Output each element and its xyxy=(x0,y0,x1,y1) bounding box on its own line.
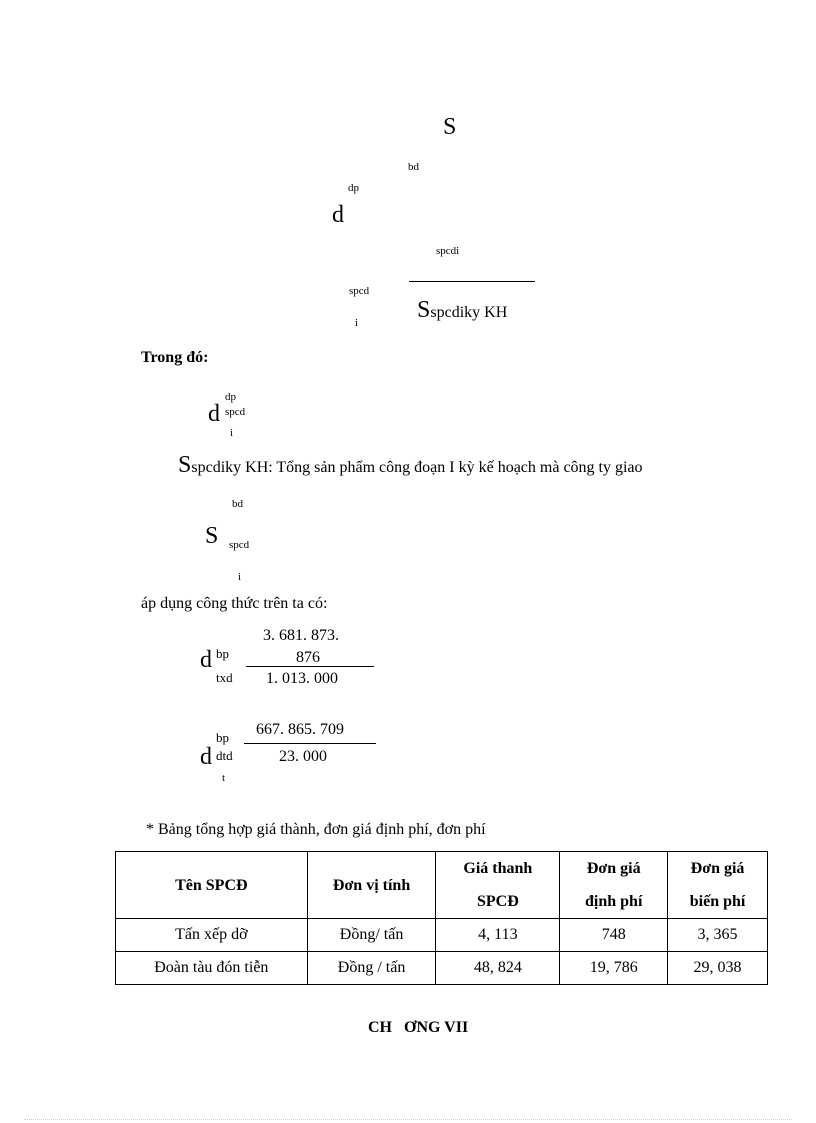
where-item2-sub: spcdiky KH xyxy=(191,459,269,476)
where-item3-sup: bd xyxy=(232,498,243,510)
calc1-symbol: d xyxy=(200,647,212,673)
where-item3-subsub: i xyxy=(238,571,242,583)
table-caption: * Bảng tổng hợp giá thành, đơn giá định phí, đơn phí xyxy=(146,821,486,838)
d-subscript: spcd xyxy=(349,285,370,297)
where-item3-sub: spcd xyxy=(229,539,250,551)
table-cell: 4, 113 xyxy=(436,919,560,952)
page-divider xyxy=(24,1119,792,1120)
table-cell: 48, 824 xyxy=(436,952,560,985)
where-item-2 xyxy=(178,453,643,477)
where-item3-symbol: S xyxy=(205,523,219,549)
where-item1-symbol: d xyxy=(208,401,220,427)
fraction-bar xyxy=(409,281,535,282)
calc1-denominator: 1. 013. 000 xyxy=(266,670,338,687)
table-cell: 3, 365 xyxy=(668,919,768,952)
header-variable-price: Đơn giá biến phí xyxy=(668,852,768,919)
calc2-fraction-bar xyxy=(244,743,376,744)
table-cell: Đoàn tàu đón tiễn xyxy=(116,952,308,985)
denominator-symbol: S xyxy=(417,297,431,323)
calc1-fraction-bar xyxy=(246,666,374,667)
table-cell: 29, 038 xyxy=(668,952,768,985)
where-item1-subsub: i xyxy=(230,427,234,439)
denominator-subscript: spcdiky KH xyxy=(430,304,508,321)
calc1-sup: bp xyxy=(216,646,229,661)
calc2-sup2: dtd xyxy=(216,748,233,763)
where-item1-sub: spcd xyxy=(225,406,246,418)
where-item2-symbol: S xyxy=(178,452,192,478)
table-cell: 748 xyxy=(560,919,668,952)
table-cell: Tấn xếp dỡ xyxy=(116,919,308,952)
table-header-row xyxy=(116,852,768,919)
calc2-sup: bp xyxy=(216,730,229,745)
d-superscript: dp xyxy=(348,182,359,194)
calc1-numerator-line2: 876 xyxy=(296,649,320,666)
header-unit: Đơn vị tính xyxy=(307,852,436,919)
table-cell: 19, 786 xyxy=(560,952,668,985)
header-product: Tên SPCĐ xyxy=(116,852,308,919)
calc2-denominator: 23. 000 xyxy=(279,748,327,765)
apply-intro: áp dụng công thức trên ta có: xyxy=(141,595,328,612)
header-fixed-price: Đơn giá định phí xyxy=(560,852,668,919)
where-heading: Trong đó: xyxy=(141,349,209,366)
table-row xyxy=(116,952,768,985)
table-cell: Đồng / tấn xyxy=(307,952,436,985)
where-item2-text: : Tổng sản phẩm công đoạn I kỳ kế hoạch mà công ty giao xyxy=(268,459,643,476)
table-row xyxy=(116,919,768,952)
numerator-symbol: S xyxy=(443,114,457,140)
where-item1-sup: dp xyxy=(225,391,236,403)
d-subsubscript: i xyxy=(355,317,359,329)
denominator xyxy=(417,298,507,322)
summary-table xyxy=(115,851,768,985)
calc2-sub: t xyxy=(222,772,226,784)
d-symbol: d xyxy=(332,202,344,228)
numerator-superscript: bd xyxy=(408,161,419,173)
calc1-numerator-line1: 3. 681. 873. xyxy=(263,627,339,644)
calc2-symbol: d xyxy=(200,744,212,770)
calc2-numerator: 667. 865. 709 xyxy=(256,721,344,738)
numerator-subscript: spcdi xyxy=(436,245,460,257)
calc1-sub: txd xyxy=(216,670,233,685)
header-cost: Giá thanh SPCĐ xyxy=(436,852,560,919)
chapter-title: CH ƠNG VII xyxy=(368,1019,469,1036)
table-cell: Đồng/ tấn xyxy=(307,919,436,952)
